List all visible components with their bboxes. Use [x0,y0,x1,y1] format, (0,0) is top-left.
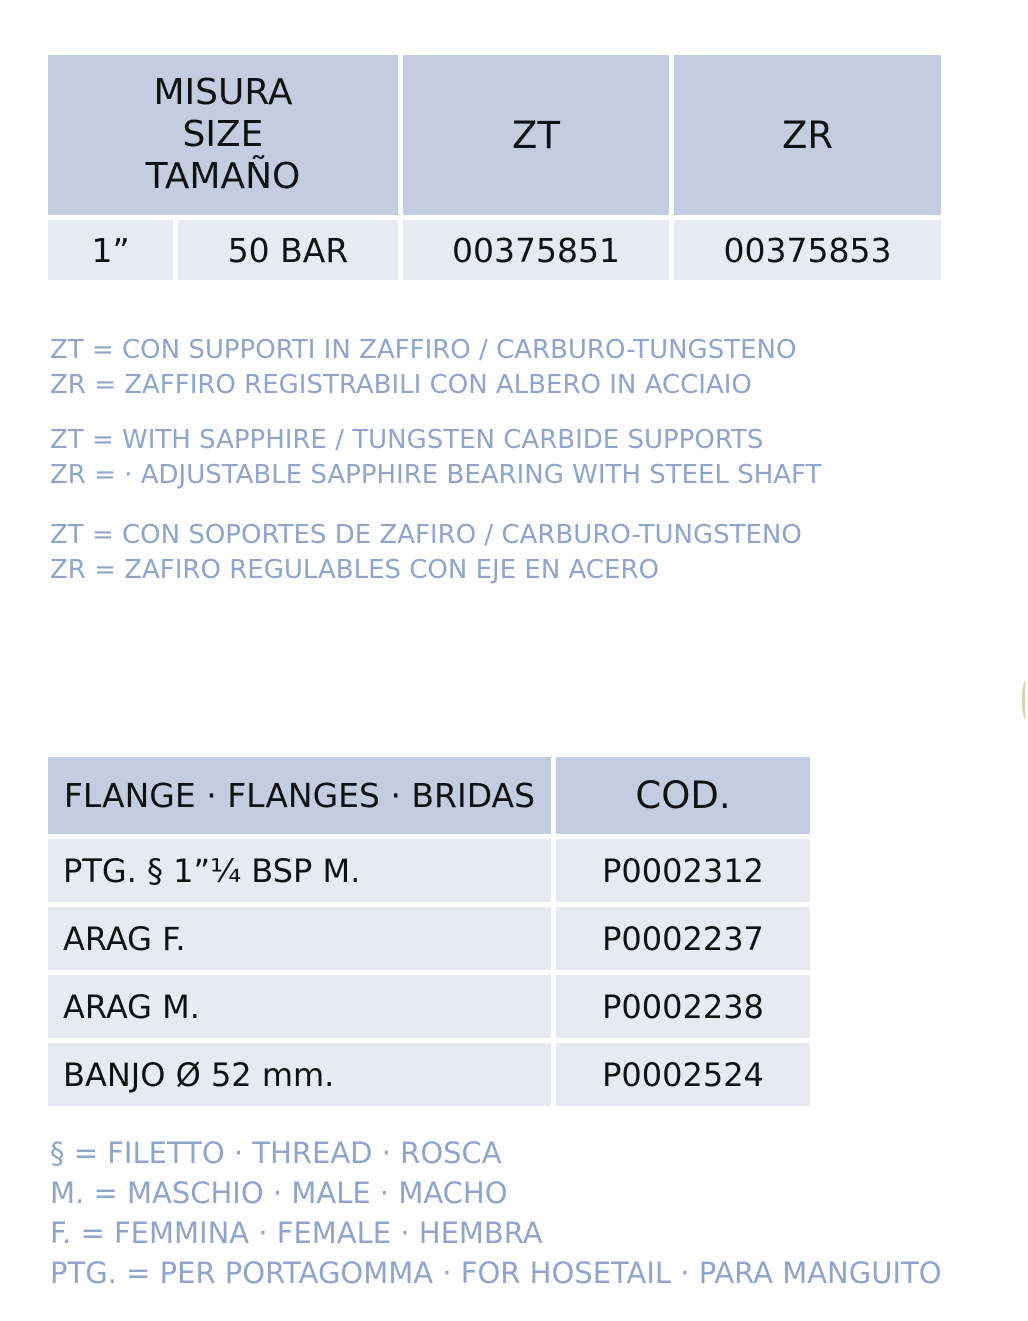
size-header-es: TAMAÑO [145,156,301,197]
flange-header-cell: FLANGE · FLANGES · BRIDAS [48,757,551,834]
note-line: ZT = CON SUPPORTI IN ZAFFIRO / CARBURO-TUNGSTENO [50,335,797,365]
note-line: ZR = · ADJUSTABLE SAPPHIRE BEARING WITH STEEL SHAFT [50,460,822,490]
size-header-cell [48,55,398,215]
notes-it [50,333,796,403]
abbreviation-legend [50,1133,942,1293]
note-line: ZT = CON SOPORTES DE ZAFIRO / CARBURO-TUNGSTENO [50,520,802,550]
flange-code-cell: P0002238 [556,975,810,1038]
size-value-cell: 1” [48,220,173,280]
legend-line: PTG. = PER PORTAGOMMA · FOR HOSETAIL · PARA MANGUITO [50,1256,942,1290]
legend-line: F. = FEMMINA · FEMALE · HEMBRA [50,1216,543,1250]
zr-code-cell: 00375853 [674,220,941,280]
notes-en [50,423,821,493]
flange-name-cell: ARAG M. [48,975,551,1038]
edge-mark [1022,680,1028,720]
size-header-it: MISURA [153,72,293,113]
zt-header-cell: ZT [403,55,669,215]
note-line: ZT = WITH SAPPHIRE / TUNGSTEN CARBIDE SUPPORTS [50,425,764,455]
code-header-cell: COD. [556,757,810,834]
flange-name-cell: ARAG F. [48,907,551,970]
flange-code-cell: P0002524 [556,1043,810,1106]
flange-code-cell: P0002237 [556,907,810,970]
note-line: ZR = ZAFIRO REGULABLES CON EJE EN ACERO [50,555,659,585]
zt-code-cell: 00375851 [403,220,669,280]
legend-line: § = FILETTO · THREAD · ROSCA [50,1136,502,1170]
zr-header-cell: ZR [674,55,941,215]
size-header-en: SIZE [182,114,264,155]
note-line: ZR = ZAFFIRO REGISTRABILI CON ALBERO IN ACCIAIO [50,370,752,400]
flange-code-cell: P0002312 [556,839,810,902]
flange-name-cell: BANJO Ø 52 mm. [48,1043,551,1106]
legend-line: M. = MASCHIO · MALE · MACHO [50,1176,508,1210]
notes-es [50,518,802,588]
flange-name-cell: PTG. § 1”¼ BSP M. [48,839,551,902]
pressure-value-cell: 50 BAR [178,220,398,280]
